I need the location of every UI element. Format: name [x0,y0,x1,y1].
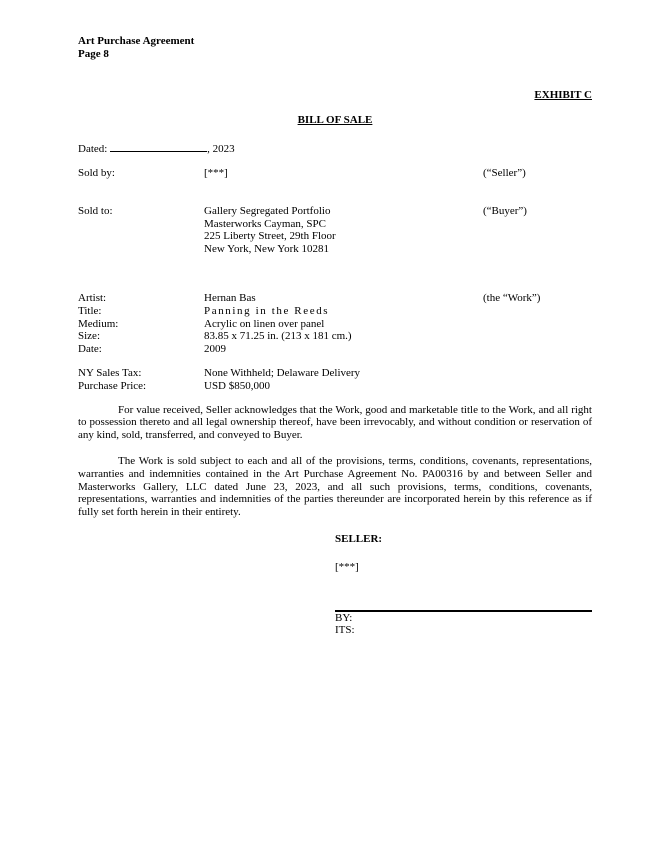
work-annotation: (the “Work”) [483,291,541,304]
sold-to-row [78,205,592,256]
purchase-price-label: Purchase Price: [78,379,147,392]
buyer-address-line: New York, New York 10281 [204,243,329,256]
paragraph-subject-to: The Work is sold subject to each and all of the provisions, terms, conditions, covenants, representations, warranties and indemnities contained in the Art Purchase Agreement No. PA00316 by and between Seller and Masterworks Gallery, LLC dated June 23, 2023, and all such provisions, terms, conditions, covenants, representations, warranties and indemnities of the parties thereunder are incorporated herein by this reference as if fully set forth herein in their entirety. [78,454,592,519]
sales-tax-row [78,367,592,380]
artwork-row-size [78,330,592,343]
seller-annotation: (“Seller”) [483,166,526,179]
artwork-row-medium [78,318,592,331]
purchase-price-value: USD $850,000 [204,379,271,392]
exhibit-label: EXHIBIT C [534,88,592,101]
buyer-address [204,205,483,256]
seller-name-placeholder: [***] [335,560,359,573]
artwork-row-date [78,343,592,356]
buyer-address-line: Gallery Segregated Portfolio [204,204,331,217]
purchase-price-row [78,380,592,393]
sales-tax-label: NY Sales Tax: [78,366,142,379]
medium-value: Acrylic on linen over panel [204,317,325,330]
header-page-number: Page 8 [78,47,109,60]
sold-by-label: Sold by: [78,166,115,179]
buyer-address-line: Masterworks Cayman, SPC [204,217,326,230]
sold-to-label: Sold to: [78,204,113,217]
sold-by-row [78,167,592,180]
date-blank-line [110,141,207,152]
seller-heading: SELLER: [335,532,383,545]
header-agreement-title: Art Purchase Agreement [78,35,195,47]
buyer-address-line: 225 Liberty Street, 29th Floor [204,230,336,243]
sold-by-value: [***] [204,166,228,179]
title-label: Title: [78,304,102,317]
paragraph-value-received: For value received, Seller acknowledges that the Work, good and marketable title to the Work, and all right to possession thereto and all legal ownership thereof, have been irrevocably, and without condition or reservation of any kind, sold, transferred, and conveyed to Buyer. [78,403,592,442]
exhibit-line [78,89,592,102]
size-value: 83.85 x 71.25 in. (213 x 181 cm.) [204,330,352,343]
dated-year: , 2023 [207,143,235,156]
artwork-details [78,292,592,356]
date-value: 2009 [204,343,226,356]
document-title: BILL OF SALE [297,114,373,127]
artwork-row-title [78,305,592,318]
date-label: Date: [78,343,102,356]
signature-block [335,533,592,637]
artist-value: Hernan Bas [204,291,256,304]
tax-price-block [78,367,592,393]
artwork-row-artist [78,292,592,305]
by-label: BY: [335,611,353,624]
dated-line [78,141,592,156]
size-label: Size: [78,330,100,343]
its-label: ITS: [335,624,355,637]
document-title-line [78,114,592,127]
title-value: Panning in the Reeds [204,304,330,317]
sales-tax-value: None Withheld; Delaware Delivery [204,366,361,379]
buyer-annotation: (“Buyer”) [483,204,527,217]
page-header [78,35,592,61]
artist-label: Artist: [78,291,107,304]
dated-label: Dated: [78,143,108,156]
medium-label: Medium: [78,317,119,330]
